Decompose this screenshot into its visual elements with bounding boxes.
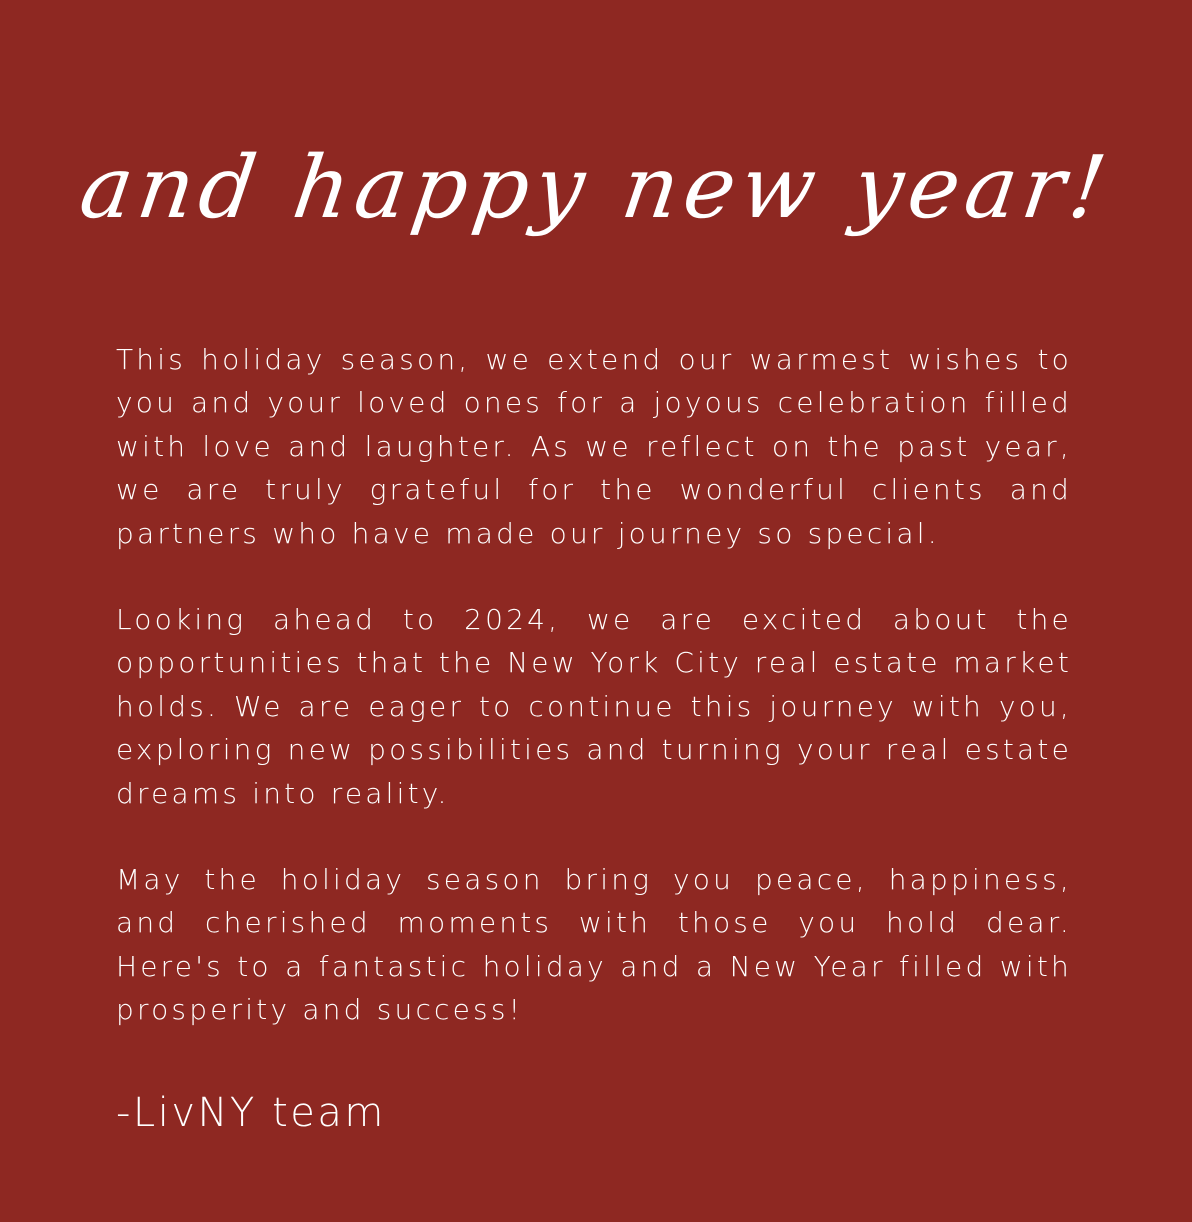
message-paragraph: Looking ahead to 2024, we are excited about the opportunities that the New York City real estate market holds. We are eager to continue this journey with you, exploring new possibilities and turning your real estate dreams into reality. — [116, 603, 1072, 810]
message-body — [116, 338, 1072, 1032]
signature: -LivNY team — [116, 1090, 386, 1136]
message-paragraph: May the holiday season bring you peace, happiness, and cherished moments with those you hold dear. Here's to a fantastic holiday and a New Year filled with prosperity and success! — [116, 863, 1072, 1027]
message-paragraph: This holiday season, we extend our warmest wishes to you and your loved ones for a joyous celebration filled with love and laughter. As we reflect on the past year, we are truly grateful for the wonderful clients and partners who have made our journey so special. — [116, 343, 1072, 550]
script-headline: and happy new year! — [74, 138, 1118, 238]
